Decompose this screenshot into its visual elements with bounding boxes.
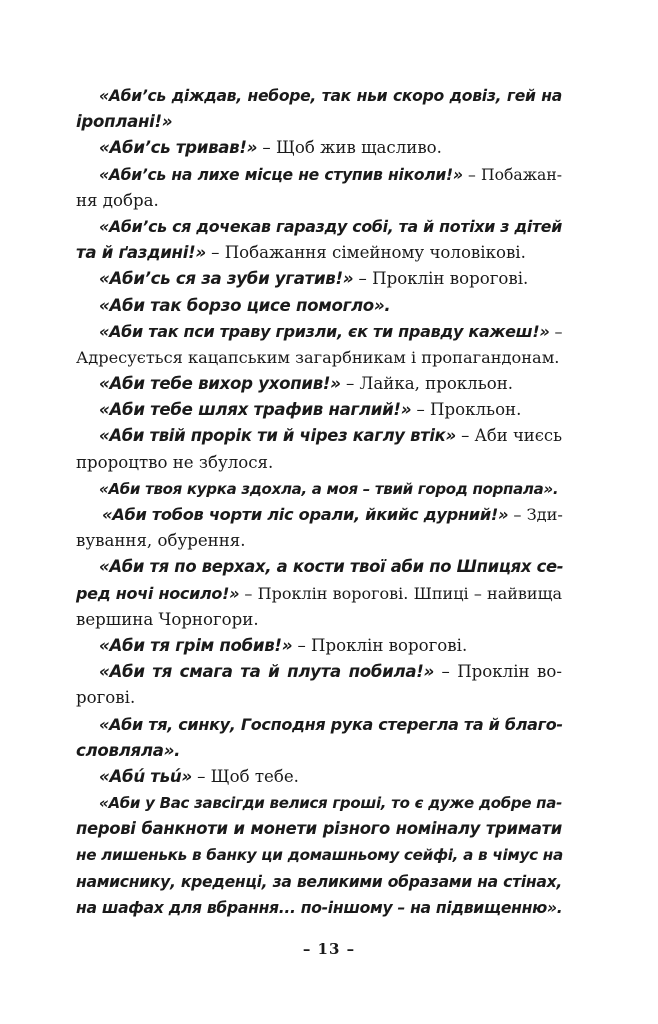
- plain-text: – Щоб жив щасливо.: [257, 138, 442, 158]
- entry-line: [76, 842, 562, 868]
- quote-text: намиснику, креденці, за великими образами на стінах,: [76, 872, 562, 891]
- quote-text: «Аби’сь на лихе місце не ступив ніколи!»: [99, 165, 463, 184]
- quote-text: «Аби’сь діждав, неборе, так ньи скоро довіз, гей на: [99, 87, 562, 105]
- quote-text: іроплані!»: [76, 112, 173, 132]
- entry-line: [76, 214, 562, 240]
- entry-line: [76, 816, 562, 842]
- entry-line: [76, 162, 562, 188]
- plain-text: пророцтво не збулося.: [76, 452, 274, 472]
- plain-text: рогові.: [76, 688, 136, 708]
- plain-text: вершина Чорногори.: [76, 609, 259, 629]
- quote-text: «Аби у Вас завсігди велися гроші, то є дуже добре па-: [99, 794, 562, 813]
- quote-text: «Аби твій прорік ти й чірез каглу втік»: [99, 426, 456, 446]
- quote-text: «Аби так пси траву гризли, єк ти правду кажеш!»: [99, 321, 550, 341]
- entry-line: [76, 240, 562, 266]
- entry-line: [76, 869, 562, 895]
- entry-line: [76, 607, 562, 633]
- plain-text: – Прокльон.: [411, 400, 522, 420]
- quote-text: «Аби твоя курка здохла, а моя – твий город порпала».: [99, 479, 559, 498]
- page-number: – 13 –: [302, 940, 356, 958]
- entry-line: [76, 423, 562, 449]
- entry-line: [76, 476, 562, 502]
- entry-line: [76, 293, 562, 319]
- quote-text: не лишенькь в банку ци домашньому сейфі, а в чімус на: [76, 846, 563, 865]
- quote-text: «Аби тя, синку, Господня рука стерегла та й благо-: [99, 714, 563, 734]
- plain-text: – Проклін ворогові.: [292, 635, 468, 655]
- entry-line: [76, 790, 562, 816]
- entry-line: [76, 109, 562, 135]
- quote-text: «Аби’сь ся за зуби угатив!»: [99, 269, 354, 289]
- entry-line: [76, 581, 562, 607]
- entry-line: [76, 135, 562, 161]
- entry-line: [76, 450, 562, 476]
- plain-text: – Зди-: [508, 505, 563, 524]
- plain-text: – Побажан-: [462, 165, 562, 184]
- quote-text: «Аби так борзо цисе помогло».: [99, 295, 391, 315]
- quote-text: та й ґаздині!»: [76, 243, 206, 263]
- quote-text: словляла».: [76, 740, 181, 760]
- entry-line: [76, 371, 562, 397]
- entry-line: [76, 764, 562, 790]
- quote-text: «Аби тя по верхах, а кости твої аби по Шпицях се-: [99, 557, 564, 577]
- quote-text: «Аби тебе шлях трафив наглий!»: [99, 400, 412, 420]
- entry-line: [76, 712, 562, 738]
- plain-text: – Проклін ворогові.: [353, 269, 529, 289]
- plain-text: – Лайка, прокльон.: [340, 374, 514, 394]
- entry-line: [76, 895, 562, 921]
- plain-text: – Побажання сімейному чоловікові.: [205, 243, 526, 263]
- quote-text: «Абú тьú»: [99, 766, 192, 786]
- entry-line: [76, 659, 562, 685]
- entry-line: [76, 266, 562, 292]
- entry-line: [76, 397, 562, 423]
- quote-text: «Аби’сь ся дочекав гаразду собі, та й потіхи з дітей: [99, 216, 562, 236]
- plain-text: ня добра.: [76, 190, 159, 210]
- entry-line: [76, 502, 562, 528]
- plain-text: – Проклін во-: [433, 662, 562, 682]
- plain-text: – Проклін ворогові. Шпиці – найвища: [239, 583, 562, 603]
- quote-text: перові банкноти и монети різного номіналу тримати: [76, 819, 562, 839]
- dictionary-text: [76, 83, 562, 921]
- quote-text: «Аби тобов чорти ліс орали, йкийс дурний!»: [102, 505, 509, 524]
- entry-line: [76, 554, 562, 580]
- quote-text: «Аби тя смага та й плута побила!»: [99, 662, 434, 682]
- entry-line: [76, 319, 562, 345]
- entry-line: [76, 345, 562, 371]
- plain-text: – Аби чиєсь: [455, 426, 563, 446]
- quote-text: на шафах для вбрання... по-іншому – на підвищенню».: [76, 898, 563, 917]
- plain-text: – Щоб тебе.: [191, 766, 299, 786]
- entry-line: [76, 188, 562, 214]
- entry-line: [76, 83, 562, 109]
- quote-text: «Аби тебе вихор ухопив!»: [99, 374, 341, 394]
- plain-text: –: [549, 321, 563, 341]
- entry-line: [76, 528, 562, 554]
- plain-text: вування, обурення.: [76, 531, 246, 551]
- quote-text: ред ночі носило!»: [76, 583, 240, 603]
- entry-line: [76, 685, 562, 711]
- entry-line: [76, 738, 562, 764]
- quote-text: «Аби’сь тривав!»: [99, 138, 258, 158]
- plain-text: Адресується кацапським загарбникам і пропагандонам.: [76, 347, 560, 367]
- quote-text: «Аби тя грім побив!»: [99, 635, 293, 655]
- entry-line: [76, 633, 562, 659]
